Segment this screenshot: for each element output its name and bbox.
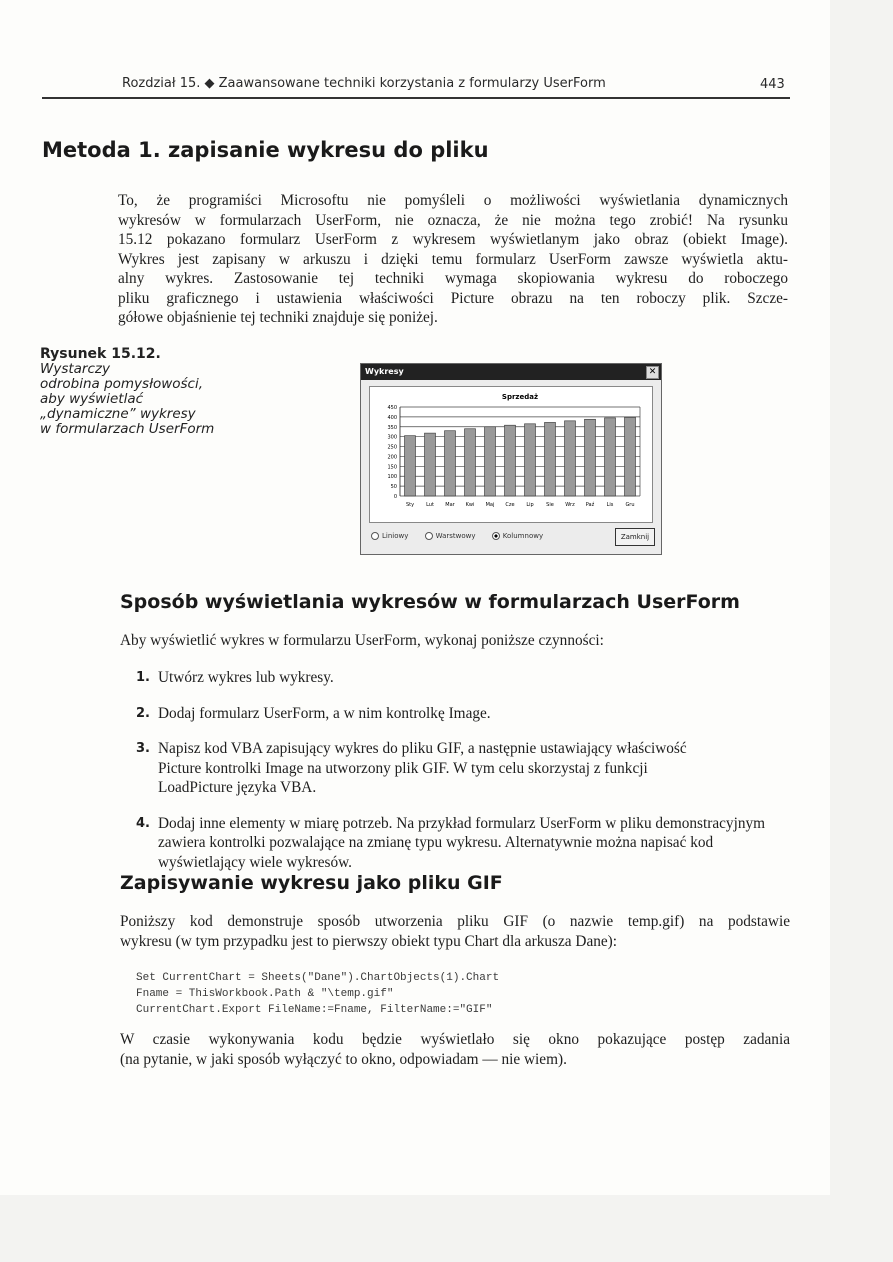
x-tick-label: Sie	[546, 502, 554, 508]
subsection-title: Zapisywanie wykresu jako pliku GIF	[120, 872, 503, 894]
running-head: Rozdział 15. ◆ Zaawansowane techniki korzystania z formularzy UserForm	[122, 76, 606, 91]
radio-dot	[492, 532, 500, 540]
y-tick-label: 250	[387, 444, 397, 451]
paragraph-line: 15.12 pokazano formularz UserForm z wykresem wyświetlanym jako obraz (obiekt Image).	[118, 231, 788, 248]
paragraph-line: Wykres jest zapisany w arkuszu i dzięki temu formularz UserForm zawsze wyświetla aktu-	[118, 250, 788, 268]
radio-label: Kolumnowy	[502, 532, 544, 540]
bar	[525, 424, 536, 496]
x-tick-label: Lut	[426, 502, 434, 508]
x-tick-label: Lip	[526, 502, 534, 508]
paragraph-line: (na pytanie, w jaki sposób wyłączyć to okno, odpowiadam — nie wiem).	[120, 1050, 567, 1068]
userform-dialog	[360, 363, 662, 555]
bar-chart	[370, 387, 652, 522]
x-tick-label: Gru	[625, 502, 635, 508]
paragraph-line: pliku graficznego i ustawienia właściwości Picture obrazu na ten roboczy plik. Szcze-	[118, 289, 788, 307]
bar	[405, 436, 416, 496]
dialog-title: Wykresy	[365, 367, 404, 376]
code-listing	[136, 970, 499, 1018]
radio-area-chart[interactable]	[425, 532, 476, 540]
bar	[565, 421, 576, 496]
closing-paragraph	[120, 1030, 790, 1069]
chart-type-options	[371, 532, 557, 540]
y-tick-label: 0	[393, 494, 397, 500]
list-item	[136, 668, 756, 688]
header-rule	[42, 97, 790, 99]
x-tick-label: Mar	[445, 502, 455, 508]
list-item	[136, 739, 723, 798]
bar	[505, 425, 516, 496]
paragraph-line: gółowe objaśnienie tej techniki znajduje się poniżej.	[118, 309, 438, 326]
y-tick-label: 50	[390, 484, 397, 491]
subsection-title: Sposób wyświetlania wykresów w formularzach UserForm	[120, 591, 740, 613]
close-icon[interactable]: ✕	[646, 366, 659, 379]
x-tick-label: Paź	[585, 502, 595, 508]
y-tick-label: 150	[387, 464, 397, 471]
dialog-titlebar	[361, 364, 661, 380]
radio-label: Liniowy	[382, 532, 409, 540]
step-text: Dodaj inne elementy w miarę potrzeb. Na przykład formularz UserForm w pliku demonstracyjnym zawiera kontrolki pozwalające na zmianę typu wykresu. Alternatywnie można napisać kod wyświetlający wiele wykresów.	[158, 814, 766, 871]
figure-caption-line: w formularzach UserForm	[40, 421, 215, 437]
radio-line-chart[interactable]	[371, 532, 408, 540]
figure-caption-line: odrobina pomysłowości,	[40, 376, 204, 392]
radio-dot	[425, 532, 433, 540]
step-text: Utwórz wykres lub wykresy.	[158, 669, 334, 686]
steps-list	[136, 668, 766, 888]
x-tick-label: Kwi	[465, 502, 475, 508]
x-tick-label: Cze	[505, 502, 515, 508]
bar	[425, 433, 436, 496]
chart-title: Sprzedaż	[501, 393, 539, 401]
step-number: 1.	[136, 670, 150, 685]
close-button[interactable]: Zamknij	[615, 528, 655, 546]
paragraph-line: wykresu (w tym przypadku jest to pierwszy obiekt typu Chart dla arkusza Dane):	[120, 932, 618, 950]
y-tick-label: 400	[387, 414, 397, 421]
paragraph-line: W czasie wykonywania kodu będzie wyświetlało się okno pokazujące postęp zadania	[120, 1031, 790, 1048]
figure-caption-title: Rysunek 15.12.	[40, 346, 161, 362]
figure-caption-line: Wystarczy	[40, 361, 110, 377]
bar	[465, 429, 476, 496]
intro-paragraph	[118, 191, 788, 328]
list-item	[136, 704, 756, 724]
x-tick-label: Lis	[606, 502, 614, 508]
figure-caption	[40, 347, 240, 437]
x-tick-label: Sty	[405, 502, 415, 508]
paragraph-line: To, że programiści Microsoftu nie pomyśleli o możliwości wyświetlania dynamicznych	[118, 192, 788, 209]
y-tick-label: 450	[387, 405, 397, 411]
code-line: Fname = ThisWorkbook.Path & "\temp.gif"	[136, 988, 394, 1000]
bar	[485, 427, 496, 496]
radio-column-chart[interactable]	[492, 532, 543, 540]
x-tick-label: Maj	[485, 502, 495, 508]
step-text: Napisz kod VBA zapisujący wykres do pliku GIF, a następnie ustawiający właściwość Picture kontrolki Image na utworzony plik GIF. W tym celu skorzystaj z funkcji LoadPicture języka VBA.	[158, 740, 687, 796]
y-tick-label: 100	[387, 474, 397, 481]
radio-label: Warstwowy	[435, 532, 476, 540]
y-tick-label: 200	[387, 454, 397, 461]
paragraph-line: Poniższy kod demonstruje sposób utworzenia pliku GIF (o nazwie temp.gif) na podstawie	[120, 913, 790, 930]
step-number: 4.	[136, 815, 150, 831]
section-title: Metoda 1. zapisanie wykresu do pliku	[42, 138, 489, 162]
steps-intro: Aby wyświetlić wykres w formularzu UserForm, wykonaj poniższe czynności:	[120, 632, 604, 649]
list-item	[136, 814, 768, 873]
x-tick-label: Wrz	[565, 502, 575, 508]
step-text: Dodaj formularz UserForm, a w nim kontrolkę Image.	[158, 704, 491, 722]
figure-caption-line: „dynamiczne” wykresy	[40, 406, 196, 422]
step-number: 2.	[136, 705, 150, 721]
radio-dot	[371, 532, 379, 540]
paragraph-line: alny wykres. Zastosowanie tej techniki wymaga skopiowania wykresu do roboczego	[118, 270, 788, 287]
y-tick-label: 300	[387, 434, 397, 441]
bar	[605, 418, 616, 496]
code-line: CurrentChart.Export FileName:=Fname, FilterName:="GIF"	[136, 1004, 493, 1016]
gif-paragraph	[120, 912, 790, 951]
bar	[625, 417, 636, 496]
page-number: 443	[760, 77, 785, 92]
step-number: 3.	[136, 741, 150, 756]
paragraph-line: wykresów w formularzach UserForm, nie oznacza, że nie można tego zrobić! Na rysunku	[118, 211, 788, 229]
chart-image	[369, 386, 653, 523]
bar	[585, 419, 596, 496]
y-tick-label: 350	[387, 424, 397, 431]
code-line: Set CurrentChart = Sheets("Dane").ChartObjects(1).Chart	[136, 972, 500, 984]
bar	[545, 422, 556, 496]
bar	[445, 431, 456, 496]
figure-caption-line: aby wyświetlać	[40, 391, 144, 407]
